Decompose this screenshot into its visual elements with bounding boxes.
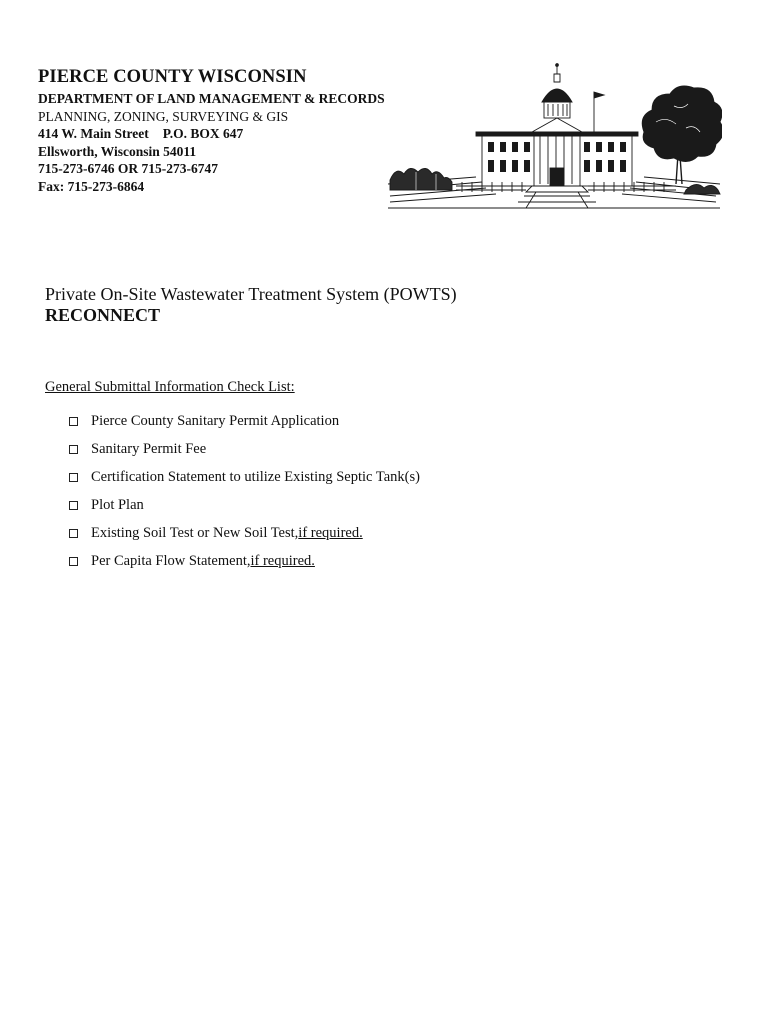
checkbox[interactable] xyxy=(69,529,78,538)
checkbox[interactable] xyxy=(69,445,78,454)
letterhead xyxy=(38,66,438,195)
form-subtitle: RECONNECT xyxy=(45,305,161,325)
checklist-item xyxy=(45,407,645,435)
form-title-block xyxy=(45,284,645,326)
street-address-line xyxy=(38,125,438,143)
division-list: PLANNING, ZONING, SURVEYING & GIS xyxy=(38,108,289,124)
city-state-zip: Ellsworth, Wisconsin 54011 xyxy=(38,143,197,159)
conditional-note: if required. xyxy=(250,552,315,569)
checklist-item-text: Pierce County Sanitary Permit Application xyxy=(91,412,340,429)
checkbox[interactable] xyxy=(69,417,78,426)
checklist-item xyxy=(45,435,645,463)
submittal-checklist xyxy=(45,378,645,575)
checklist-item-text: Sanitary Permit Fee xyxy=(91,440,207,457)
street-address: 414 W. Main Street xyxy=(38,126,149,141)
portico xyxy=(532,118,582,186)
po-box: P.O. BOX 647 xyxy=(162,126,244,141)
checklist-item xyxy=(45,547,645,575)
checklist-item-text: Plot Plan xyxy=(91,496,144,513)
checkbox[interactable] xyxy=(69,557,78,566)
fence xyxy=(456,182,676,192)
steps xyxy=(518,186,596,208)
conditional-note: if required. xyxy=(298,524,363,541)
fax-number: Fax: 715-273-6864 xyxy=(38,178,145,194)
checklist-item-text: Existing Soil Test or New Soil Test, xyxy=(91,524,299,541)
dome xyxy=(542,64,572,118)
checklist-item xyxy=(45,519,645,547)
form-title: Private On-Site Wastewater Treatment System (POWTS) xyxy=(45,284,457,304)
checklist-heading: General Submittal Information Check List: xyxy=(45,379,295,395)
courthouse-illustration xyxy=(386,62,722,210)
county-name: PIERCE COUNTY WISCONSIN xyxy=(38,67,307,87)
department-name: DEPARTMENT OF LAND MANAGEMENT & RECORDS xyxy=(38,91,385,106)
checkbox[interactable] xyxy=(69,473,78,482)
checklist-item xyxy=(45,463,645,491)
phone-numbers: 715-273-6746 OR 715-273-6747 xyxy=(38,161,218,176)
checkbox[interactable] xyxy=(69,501,78,510)
checklist-item-text: Per Capita Flow Statement, xyxy=(91,552,251,569)
checklist-item xyxy=(45,491,645,519)
left-shrubs xyxy=(390,168,452,190)
flag-pole xyxy=(594,92,604,132)
checklist-item-text: Certification Statement to utilize Existing Septic Tank(s) xyxy=(91,468,420,485)
